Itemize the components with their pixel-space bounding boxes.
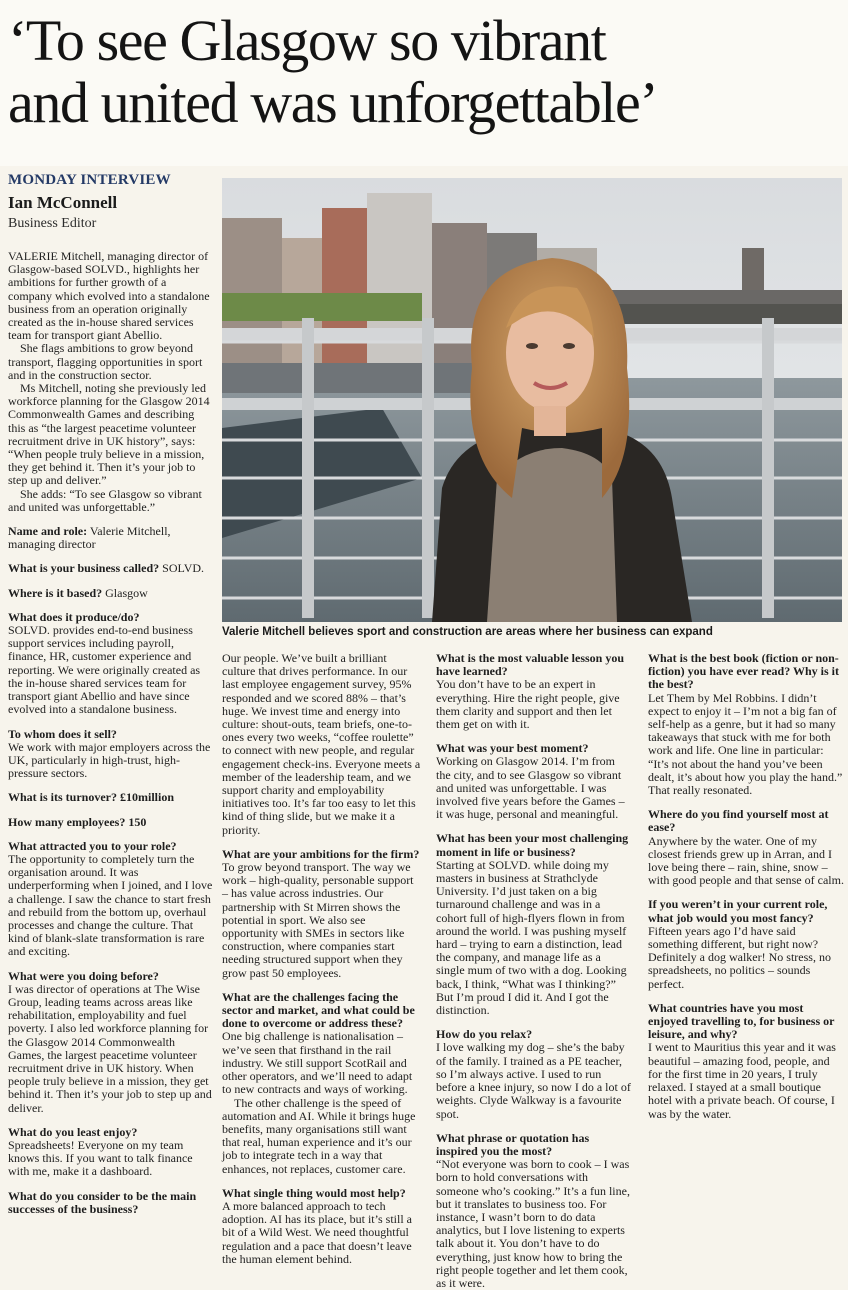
intro-paragraph: VALERIE Mitchell, managing director of Glasgow-based SOLVD., highlights her ambitions for further growth of a company which evolved into a standalone business from an operation originally created as the in-house shared services team for transport giant Abellio. (8, 249, 210, 343)
section-kicker: MONDAY INTERVIEW (8, 172, 171, 188)
qa-question: What phrase or quotation has inspired you the most? (436, 1130, 590, 1158)
fact-question: Name and role: (8, 524, 88, 539)
qa-answer: I went to Mauritius this year and it was beautiful – amazing food, people, and for the first time in 20 years, I truly relaxed. I stayed at a small boutique hotel with a private beach. Of course, I was by the water. (648, 1040, 836, 1121)
article-column-2 (222, 651, 422, 1266)
qa-question: What were you doing before? (8, 968, 159, 983)
fact-answer: SOLVD. (159, 561, 205, 576)
qa-answer: Spreadsheets! Everyone on my team knows this. If you want to talk finance with me, make it a dashboard. (8, 1137, 193, 1179)
portrait-photo-illustration (222, 178, 842, 622)
intro-paragraph: She adds: “To see Glasgow so vibrant and united was unforgettable.” (8, 486, 202, 514)
fact-answer: Glasgow (102, 585, 148, 600)
qa-answer: Let Them by Mel Robbins. I didn’t expect to enjoy it – I’m not a big fan of self-help as a genre, but it had so many takeaways that stuck with me for both work and life. One line in particular: “It’s not about the hand you’ve been dealt, it’s about how you play the hand.” That really resonated. (648, 690, 843, 798)
fact-answer: Valerie Mitchell, managing director (8, 524, 171, 552)
qa-answer: The other challenge is the speed of automation and AI. While it brings huge benefits, many organisations still want that real, human experience and it’s our job to integrate tech in a way that enhances, not replaces, customer care. (222, 1095, 416, 1176)
qa-question: If you weren’t in your current role, what job would you most fancy? (648, 897, 828, 925)
headline-band (0, 0, 848, 166)
qa-question: Where do you find yourself most at ease? (648, 807, 829, 835)
qa-question: What attracted you to your role? (8, 838, 177, 853)
intro-paragraph: She flags ambitions to grow beyond transport, flagging opportunities in sport and in the construction sector. (8, 341, 203, 382)
qa-question: What does it produce/do? (8, 609, 140, 624)
qa-answer: I love walking my dog – she’s the baby of the family. I trained as a PE teacher, so I’m always active. I used to run before a knee injury, so now I do a lot of weights. Clyde Walkway is a favourite spot. (436, 1040, 631, 1121)
fact-question: What is your business called? (8, 561, 160, 576)
fact-based (8, 587, 213, 600)
byline-author: Ian McConnell (8, 193, 118, 212)
qa-question: To whom does it sell? (8, 726, 117, 741)
qa-question: What is the best book (fiction or non-fiction) you have ever read? Why is it the best? (648, 651, 839, 692)
fact-employees: How many employees? 150 (8, 814, 147, 829)
qa-answer: Working on Glasgow 2014. I’m from the city, and to see Glasgow so vibrant and united was unforgettable. I was involved five years before the Games – it was huge, personal and meaningful. (436, 754, 625, 822)
qa-question: What are your ambitions for the firm? (222, 846, 420, 861)
photo-caption: Valerie Mitchell believes sport and construction are areas where her business can expand (222, 626, 713, 638)
qa-answer: You don’t have to be an expert in everything. Hire the right people, give them clarity and support and then let them get on with it. (436, 677, 620, 732)
article-column-4 (648, 652, 846, 1237)
article-column-1 (8, 250, 213, 1235)
qa-question: What do you least enjoy? (8, 1124, 138, 1139)
qa-answer: Anywhere by the water. One of my closest friends grew up in Arran, and I love being there – rain, shine, snow – with good people and that sense of calm. (648, 833, 844, 888)
fact-question: Where is it based? (8, 585, 103, 600)
qa-question: What single thing would most help? (222, 1185, 406, 1200)
qa-question: What was your best moment? (436, 741, 589, 756)
fact-business (8, 562, 213, 575)
portrait-photo (222, 178, 842, 622)
headline-line-2: and united was unforgettable’ (8, 70, 658, 135)
qa-answer: Fifteen years ago I’d have said something different, but right now? Definitely a dog walker! No stress, no spreadsheets, no politics – sounds perfect. (648, 923, 831, 991)
qa-question: What is the most valuable lesson you have learned? (436, 651, 625, 679)
qa-question: What are the challenges facing the sector and market, and what could be done to overcome or address these? (222, 989, 415, 1031)
intro-paragraph: Ms Mitchell, noting she previously led workforce planning for the Glasgow 2014 Commonwealth Games and describing this as “the largest peacetime volunteer recruitment drive in UK history”, says: “When people truly believe in a mission, they get behind it. Then it’s your job to step up and deliver.” (8, 381, 210, 488)
qa-answer: “Not everyone was born to cook – I was born to hold conversations with someone who’s cooking.” It’s a fun line, but it translates to business too. For instance, I wasn’t born to do data analytics, but I love listening to experts talk about it. You don’t have to do everything, just know how to bring the right people together and let them cook, as it were. (436, 1157, 630, 1290)
article-column-3 (436, 651, 632, 1290)
fact-name-role (8, 525, 213, 551)
qa-question: What has been your most challenging moment in life or business? (436, 831, 629, 859)
qa-question: What do you consider to be the main successes of the business? (8, 1188, 197, 1216)
qa-answer: Our people. We’ve built a brilliant culture that drives performance. In our last employee engagement survey, 95% responded and we scored 88% – that’s huge. We invest time and energy into culture: shout-outs, team briefs, one-to-ones every two weeks, “coffee roulette” to connect with new people, and regular engagement check-ins. Everyone meets a member of the leadership team, and we support charity and employability initiatives too. It’s far too easy to let this kind of thing slide, but we make it a priority. (222, 651, 421, 837)
qa-question: What countries have you most enjoyed travelling to, for business or leisure, and why? (648, 1000, 835, 1042)
qa-question: How do you relax? (436, 1027, 533, 1042)
qa-answer: Starting at SOLVD. while doing my masters in business at Strathclyde University. I’d just taken on a big turnaround challenge and was in a cohort full of high-flyers flown in from around the world. I was pushing myself hard – trying to earn a distinction, lead the company, and manage life as a single mum of two with a dog. Looking back, I think, “What was I thinking?” But I’m proud I did it. And I got the distinction. (436, 857, 627, 1018)
qa-answer: A more balanced approach to tech adoption. AI has its place, but it’s still a bit of a Wild West. We need thoughtful regulation and a pace that doesn’t leave the human element behind. (222, 1198, 412, 1266)
headline-line-1: ‘To see Glasgow so vibrant (8, 8, 606, 73)
qa-answer: We work with major employers across the UK, particularly in high-trust, high-pressure sectors. (8, 739, 211, 781)
qa-answer: SOLVD. provides end-to-end business support services including payroll, finance, HR, customer experience and reporting. We were originally created as the in-house shared services team for transport giant Abellio and have since evolved into a standalone business. (8, 623, 201, 717)
qa-answer: I was director of operations at The Wise Group, leading teams across areas like rehabilitation, employability and fuel poverty. I also led workforce planning for the Glasgow 2014 Commonwealth Games, the largest peacetime volunteer recruitment drive in UK history. When people truly believe in a mission, they get behind it. Then it’s your job to step up and deliver. (8, 981, 212, 1115)
qa-answer: To grow beyond transport. The way we work – high-quality, personable support – has value across industries. Our partnership with St Mirren shows the potential in sport. We also see opportunity with SMEs in sectors like construction, where companies start needing structured support when they grow past 50 employees. (222, 860, 414, 980)
qa-answer: The opportunity to completely turn the organisation around. It was underperforming when I joined, and I love a challenge. I saw the chance to start fresh and rebuild from the bottom up, overhaul processes and change the culture. That kind of blank-slate transformation is rare and exciting. (8, 851, 213, 959)
headline (8, 10, 848, 134)
byline-role: Business Editor (8, 216, 97, 231)
fact-turnover: What is its turnover? £10million (8, 790, 175, 805)
qa-answer: One big challenge is nationalisation – we’ve seen that firsthand in the rail industry. We still support ScotRail and other operators, and we’ll need to adapt to new contracts and ways of working. (222, 1029, 413, 1097)
